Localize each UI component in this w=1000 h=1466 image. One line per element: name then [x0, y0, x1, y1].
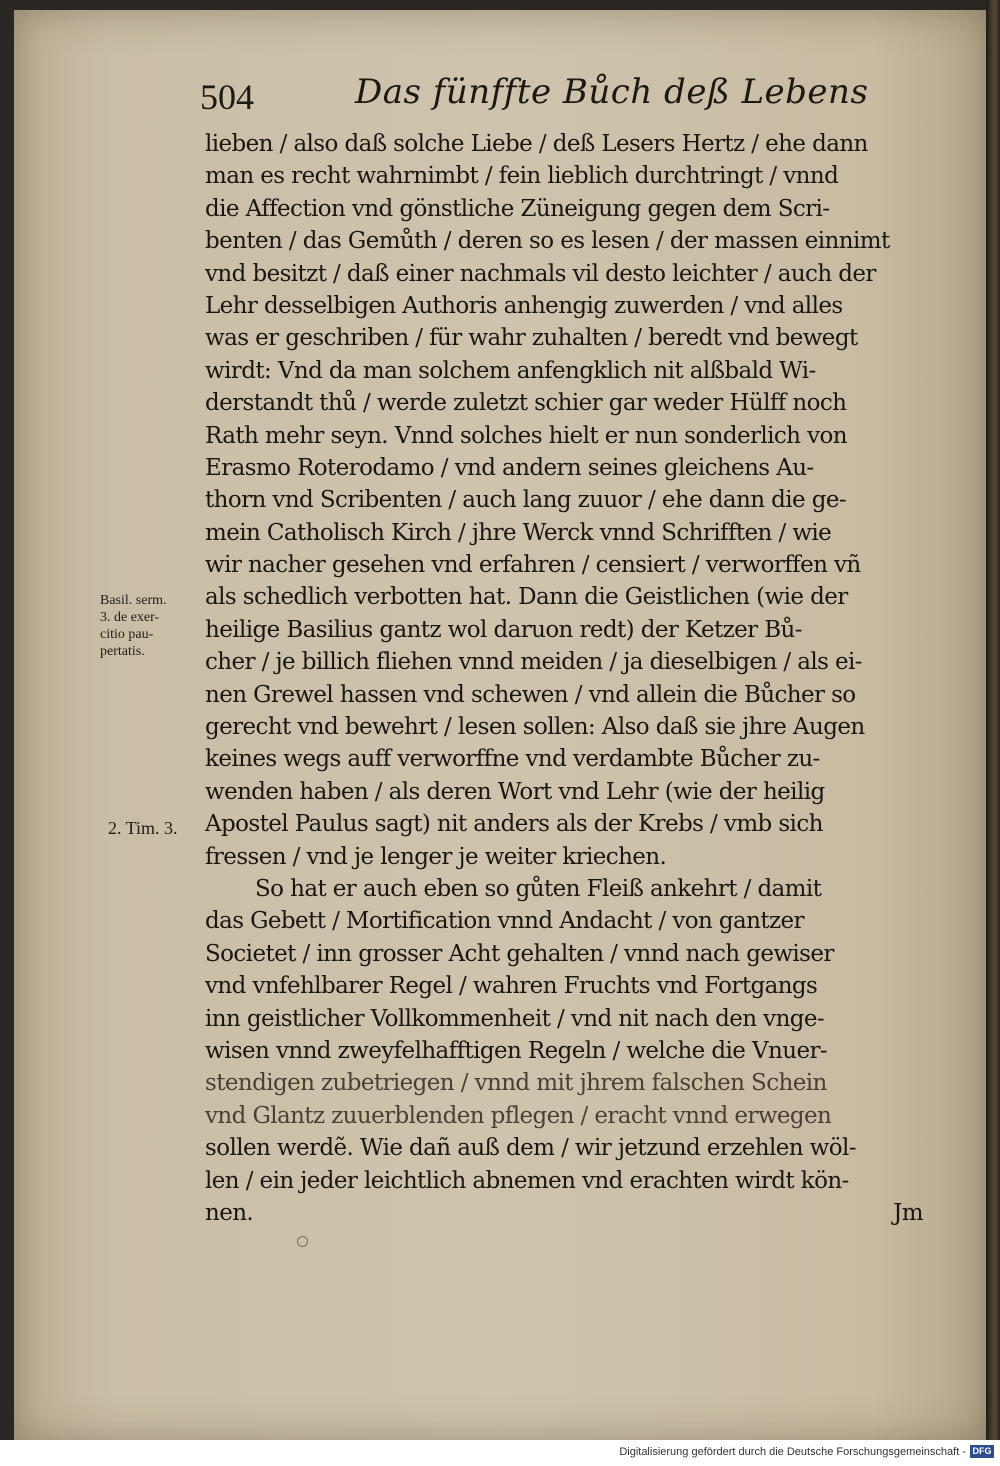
margin-note-line: pertatis.: [100, 644, 145, 659]
text-line: nen Grewel hassen vnd schewen / vnd allein die Bůcher so: [205, 681, 856, 708]
text-line: cher / je billich fliehen vnnd meiden / ja dieselbigen / als ei-: [205, 649, 862, 676]
text-line: benten / das Gemůth / deren so es lesen / der massen einnimt: [205, 228, 890, 255]
text-line: vnd vnfehlbarer Regel / wahren Fruchts vnd Fortgangs: [205, 973, 818, 1000]
text-line: wisen vnnd zweyfelhafftigen Regeln / welche die Vnuer-: [205, 1037, 828, 1064]
last-text-line: [205, 1197, 923, 1229]
text-line: die Affection vnd gönstliche Züneigung gegen dem Scri-: [205, 195, 830, 222]
text-line: stendigen zubetriegen / vnnd mit jhrem falschen Schein: [205, 1070, 827, 1097]
catchword: Jm: [893, 1199, 923, 1226]
text-line: Rath mehr seyn. Vnnd solches hielt er nun sonderlich von: [205, 422, 847, 449]
text-line: Erasmo Roterodamo / vnd andern seines gleichens Au-: [205, 454, 814, 481]
text-line: wirdt: Vnd da man solchem anfengklich nit alßbald Wi-: [205, 357, 816, 384]
margin-note-line: citio pau-: [100, 627, 154, 642]
page-header: [200, 68, 920, 128]
text-line: das Gebett / Mortification vnnd Andacht / von gantzer: [205, 908, 804, 935]
text-line: fressen / vnd je lenger je weiter kriechen.: [205, 843, 667, 870]
text-line: sollen werdẽ. Wie dañ auß dem / wir jetzund erzehlen wöl-: [205, 1135, 856, 1162]
body-text: [205, 128, 923, 1229]
text-line: heilige Basilius gantz wol daruon redt) der Ketzer Bů-: [205, 616, 802, 643]
text-line: man es recht wahrnimbt / fein lieblich durchtringt / vnnd: [205, 163, 839, 190]
book-edge: [986, 0, 1000, 1440]
text-line: vnd besitzt / daß einer nachmals vil desto leichter / auch der: [205, 260, 876, 287]
margin-note-line: 2. Tim. 3.: [108, 818, 178, 838]
text-line: wir nacher gesehen vnd erfahren / censiert / verworffen vñ: [205, 552, 861, 579]
running-title: Das fünffte Bůch deß Lebens: [355, 72, 869, 112]
text-line: vnd Glantz zuuerblenden pflegen / eracht vnnd erwegen: [205, 1102, 832, 1129]
funding-credit: Digitalisierung gefördert durch die Deutsche Forschungsgemeinschaft -: [619, 1446, 966, 1458]
footer-bar: [0, 1440, 1000, 1466]
text-line: thorn vnd Scribenten / auch lang zuuor / ehe dann die ge-: [205, 487, 847, 514]
text-line: gerecht vnd bewehrt / lesen sollen: Also daß sie jhre Augen: [205, 714, 865, 741]
text-line: Lehr desselbigen Authoris anhengig zuwerden / vnd alles: [205, 292, 843, 319]
text-line: wenden haben / als deren Wort vnd Lehr (wie der heilig: [205, 778, 825, 805]
text-line: So hat er auch eben so gůten Fleiß ankehrt / damit: [255, 875, 822, 902]
margin-note-line: Basil. serm.: [100, 593, 167, 608]
text-line: Societet / inn grosser Acht gehalten / vnnd nach gewiser: [205, 940, 834, 967]
paper-speck: [297, 1236, 308, 1247]
text-line: keines wegs auff verworffne vnd verdambte Bůcher zu-: [205, 746, 820, 773]
text-line: nen.: [205, 1199, 254, 1226]
margin-note-basil: [100, 592, 208, 660]
text-line: len / ein jeder leichtlich abnemen vnd erachten wirdt kön-: [205, 1167, 849, 1194]
page-number: 504: [200, 77, 254, 117]
margin-note-timothy: [108, 818, 178, 839]
dfg-logo: DFG: [970, 1445, 994, 1458]
text-line: mein Catholisch Kirch / jhre Werck vnnd Schrifften / wie: [205, 519, 832, 546]
text-line: als schedlich verbotten hat. Dann die Geistlichen (wie der: [205, 584, 848, 611]
text-line: lieben / also daß solche Liebe / deß Lesers Hertz / ehe dann: [205, 131, 868, 157]
text-line: derstandt thů / werde zuletzt schier gar weder Hülff noch: [205, 390, 847, 417]
text-line: Apostel Paulus sagt) nit anders als der Krebs / vmb sich: [205, 811, 823, 838]
margin-note-line: 3. de exer-: [100, 610, 160, 625]
text-line: was er geschriben / für wahr zuhalten / beredt vnd bewegt: [205, 325, 858, 352]
text-line: inn geistlicher Vollkommenheit / vnd nit nach den vnge-: [205, 1005, 825, 1032]
